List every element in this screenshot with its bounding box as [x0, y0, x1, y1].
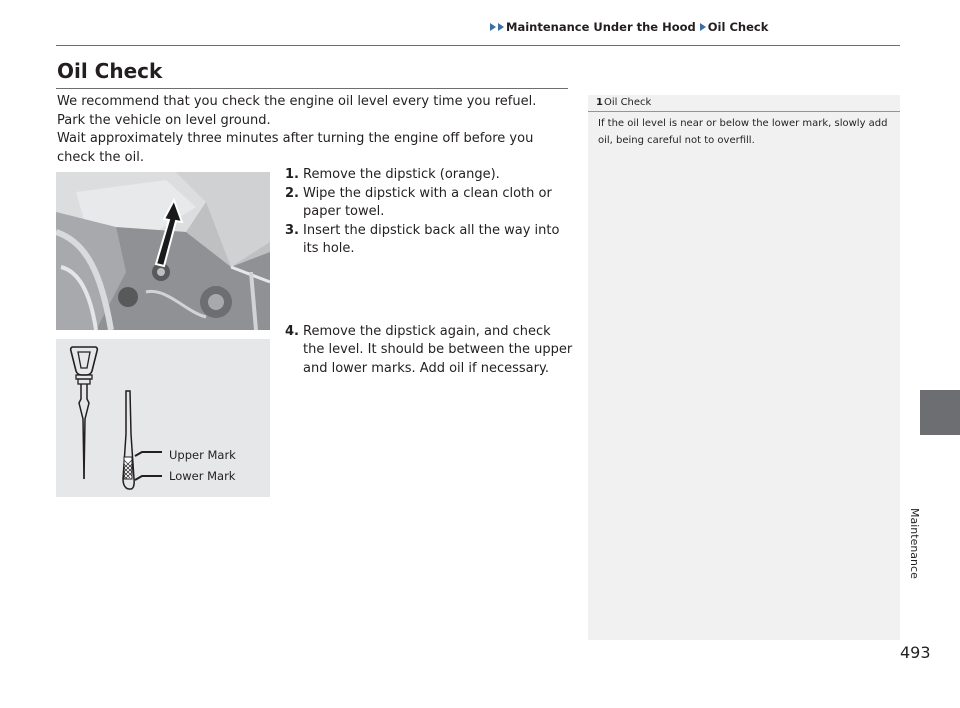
intro-paragraph: We recommend that you check the engine oil level every time you refuel. [57, 94, 537, 109]
intro-paragraph: Wait approximately three minutes after turning the engine off before you check the oil. [57, 131, 534, 165]
engine-bay-photo [56, 172, 270, 330]
upper-mark-label: Upper Mark [169, 448, 236, 462]
step-text: Insert the dipstick back all the way into its hole. [303, 222, 560, 256]
side-note-rule [588, 111, 900, 112]
lower-mark-label: Lower Mark [169, 469, 236, 483]
step-number: 2. [285, 185, 299, 201]
dipstick-diagram [56, 339, 270, 497]
side-note-panel [588, 95, 900, 640]
step-item [285, 323, 575, 379]
step-text: Wipe the dipstick with a clean cloth or paper towel. [303, 185, 552, 219]
section-tab[interactable] [920, 390, 960, 435]
side-note-title: Oil Check [603, 97, 652, 108]
steps-list [285, 166, 575, 378]
section-label: Maintenance [908, 508, 921, 579]
side-note-text: If the oil level is near or below the lower mark, slowly add oil, being careful not to overfill. [598, 118, 888, 146]
page-number: 493 [900, 643, 931, 662]
title-rule [56, 88, 568, 89]
step-item [285, 166, 575, 185]
breadcrumb-arrow-icon [490, 23, 496, 31]
step-number: 3. [285, 222, 299, 238]
breadcrumb-arrow-icon [700, 23, 706, 31]
side-note-heading [596, 97, 651, 108]
step-number: 4. [285, 323, 299, 339]
engine-bay-image [56, 172, 270, 330]
header-rule [56, 45, 900, 46]
breadcrumb [490, 20, 900, 34]
dipstick-illustration [56, 339, 270, 497]
step-item [285, 185, 575, 222]
step-text: Remove the dipstick again, and check the level. It should be between the upper and lower marks. Add oil if necessary. [303, 323, 573, 376]
breadcrumb-section[interactable]: Maintenance Under the Hood [506, 20, 696, 34]
intro-text [57, 93, 572, 167]
note-marker-icon: 1 [596, 97, 603, 108]
breadcrumb-page[interactable]: Oil Check [707, 20, 769, 34]
step-item [285, 222, 575, 259]
intro-paragraph: Park the vehicle on level ground. [57, 112, 271, 128]
step-text: Remove the dipstick (orange). [303, 167, 500, 182]
page-title: Oil Check [57, 59, 163, 83]
breadcrumb-arrow-icon [498, 23, 504, 31]
step-number: 1. [285, 167, 299, 182]
